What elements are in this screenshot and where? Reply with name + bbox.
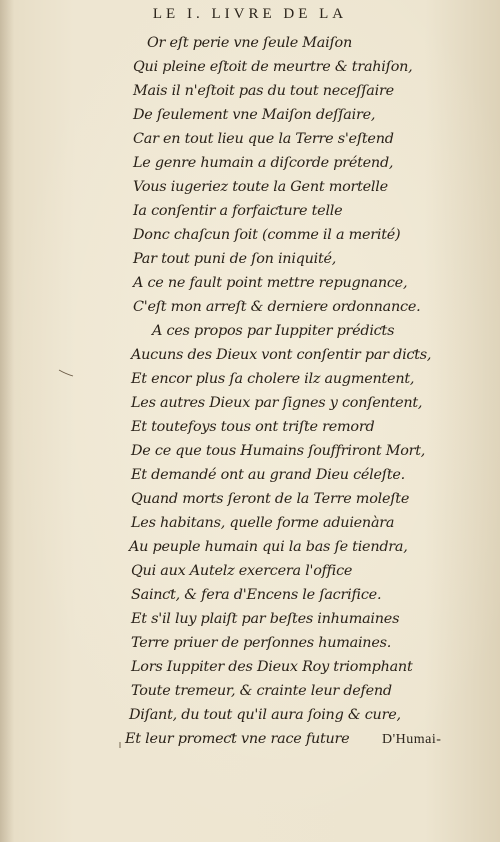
gutter-shadow — [0, 0, 14, 842]
verse-line: Diſant, du tout qu'il aura ſoing & cure, — [129, 707, 401, 723]
verse-line: Terre priuer de perſonnes humaines. — [131, 635, 392, 651]
verse-line: Le genre humain a diſcorde prétend, — [133, 155, 394, 171]
verse-line: Au peuple humain qui la bas ſe tiendra, — [129, 539, 408, 555]
verse-line: Aucuns des Dieux vont conſentir par diƈts, — [131, 347, 432, 363]
verse-line: Or eſt perie vne ſeule Maiſon — [147, 35, 352, 51]
verse-line: Qui pleine eſtoit de meurtre & trahiſon, — [133, 59, 413, 75]
verse-line: Donc chaſcun ſoit (comme il a merité) — [133, 227, 401, 243]
verse-line: A ce ne fault point mettre repugnance, — [133, 275, 408, 291]
verse-line: Et demandé ont au grand Dieu céleſte. — [131, 467, 405, 483]
verse-line: Quand morts ſeront de la Terre moleſte — [131, 491, 410, 507]
verse-line: Les habitans, quelle forme aduienàra — [131, 515, 395, 531]
verse-line: Vous iugeriez toute la Gent mortelle — [133, 179, 388, 195]
verse-line: Les autres Dieux par ſignes y conſentent, — [131, 395, 423, 411]
verse-line: Ia conſentir a forfaiƈture telle — [133, 203, 343, 219]
verse-line: Sainƈt, & fera d'Encens le ſacrifice. — [131, 587, 382, 603]
verse-line: Car en tout lieu que la Terre s'eſtend — [133, 131, 394, 147]
verse-line: Par tout puni de ſon iniquité, — [133, 251, 337, 267]
verse-line: De ce que tous Humains ſouffriront Mort, — [131, 443, 426, 459]
verse-line: Qui aux Autelz exercera l'office — [131, 563, 353, 579]
verse-line: De ſeulement vne Maiſon deſſaire, — [133, 107, 376, 123]
verse-line: Toute tremeur, & crainte leur defend — [131, 683, 392, 699]
verse-line: Et s'il luy plaiſt par beſtes inhumaines — [131, 611, 400, 627]
catchword: D'Humai- — [382, 732, 442, 747]
margin-mark — [58, 369, 74, 377]
margin-mark — [117, 741, 123, 749]
verse-line: Et toutefoys tous ont triſte remord — [131, 419, 375, 435]
verse-line: Et leur promeƈt vne race future — [125, 731, 350, 747]
verse-line: A ces propos par Iuppiter prédiƈts — [152, 323, 395, 339]
verse-line: C'eſt mon arreſt & derniere ordonnance. — [133, 299, 421, 315]
verse-line: Lors Iuppiter des Dieux Roy triomphant — [131, 659, 413, 675]
running-head: LE I. LIVRE DE LA — [152, 6, 348, 22]
verse-line: Mais il n'eſtoit pas du tout neceſſaire — [133, 83, 394, 99]
verse-line: Et encor plus ſa cholere ilz augmentent, — [131, 371, 415, 387]
